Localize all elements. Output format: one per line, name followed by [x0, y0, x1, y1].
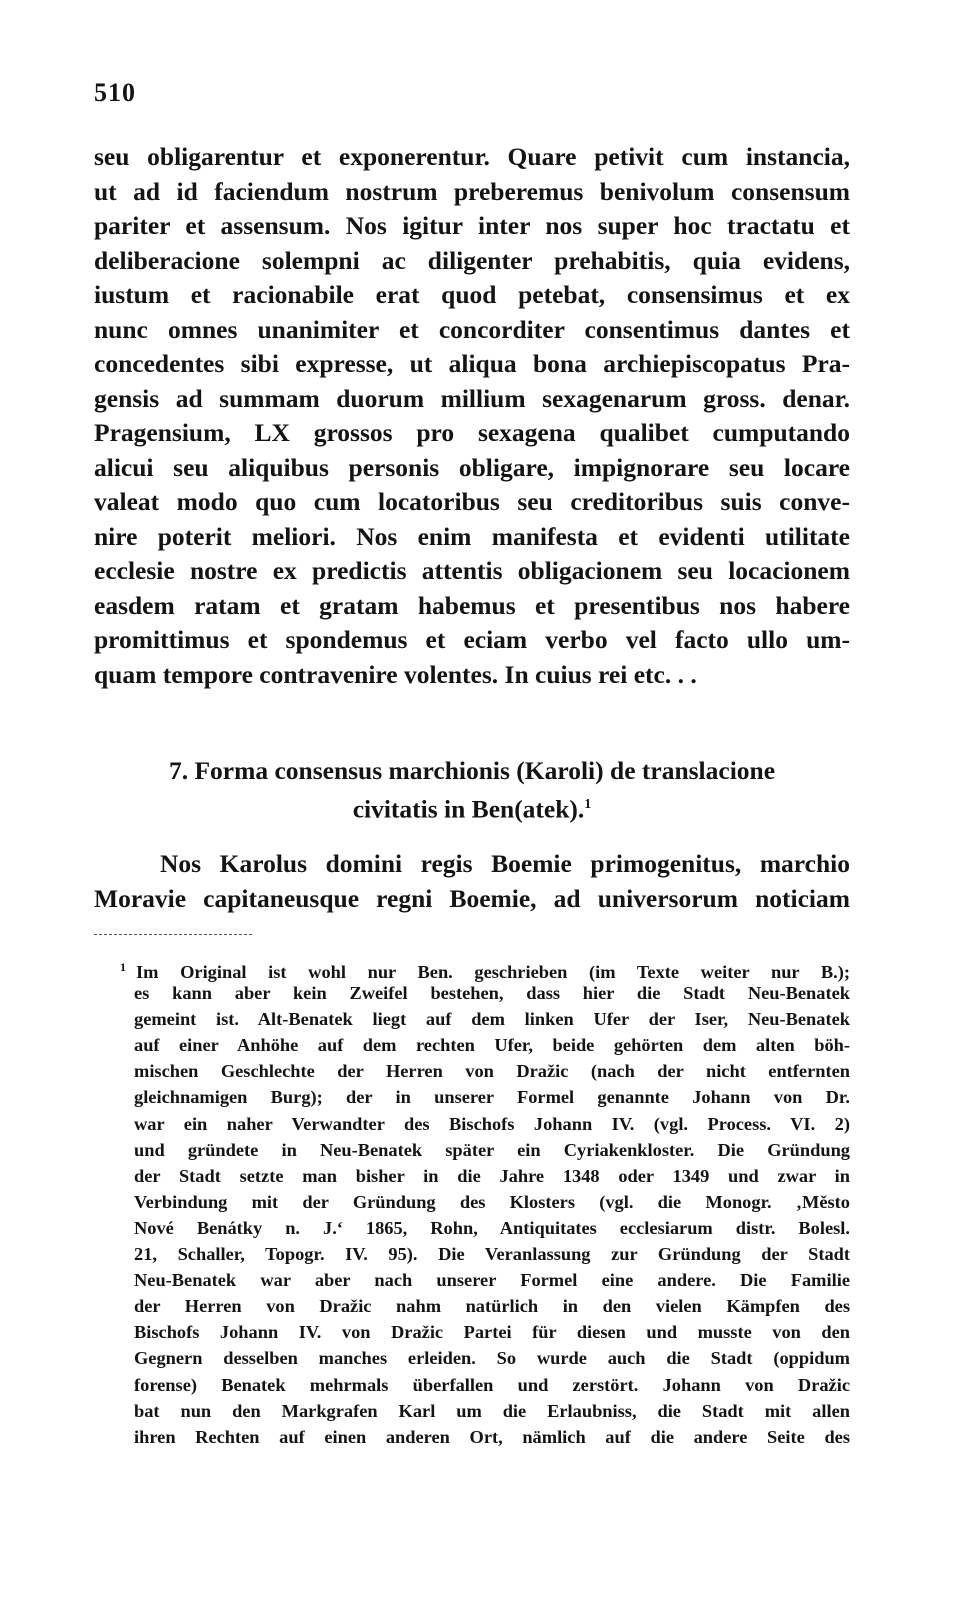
footnote-mark: 1 [120, 960, 126, 974]
text-line: ut ad id faciendum nostrum preberemus benivolum consensum [94, 176, 850, 206]
text-line: promittimus et spondemus et eciam verbo vel facto ullo um- [94, 625, 850, 654]
heading-line-2-text: civitatis in Ben(atek). [352, 794, 585, 824]
text-line: iustum et racionabile erat quod petebat, consensimus et ex [94, 280, 850, 309]
text-line: Pragensium, LX grossos pro sexagena qualibet cumputando [94, 418, 850, 447]
footnote-line: gleichnamigen Burg); der in unserer Formel genannte Johann von Dr. [134, 1087, 850, 1108]
footnote-line: forense) Benatek mehrmals überfallen und zerstört. Johann von Dražic [134, 1374, 850, 1395]
text-line: nunc omnes unanimiter et concorditer consentimus dantes et [94, 314, 850, 344]
footnote-line: der Stadt setzte man bisher in die Jahre 1348 oder 1349 und zwar in [134, 1165, 850, 1186]
charter-text-block [94, 847, 850, 916]
footnote-line [120, 954, 850, 983]
footnote-line: Bischofs Johann IV. von Dražic Partei für diesen und musste von den [134, 1322, 850, 1343]
heading-line-1: 7. Forma consensus marchionis (Karoli) de translacione [168, 756, 776, 785]
footnote-line: es kann aber kein Zweifel bestehen, dass hier die Stadt Neu-Benatek [134, 983, 850, 1004]
footnote-line: Nové Benátky n. J.‘ 1865, Rohn, Antiquitates ecclesiarum distr. Bolesl. [134, 1217, 850, 1238]
text-line: deliberacione solempni ac diligenter prehabitis, quia evidens, [94, 245, 850, 275]
text-line: quam tempore contravenire volentes. In cuius rei etc. . . [94, 659, 697, 689]
footnote-line: war ein naher Verwandter des Bischofs Johann IV. (vgl. Process. VI. 2) [134, 1113, 850, 1134]
footnote-line: bat nun den Markgrafen Karl um die Erlaubniss, die Stadt mit allen [134, 1400, 850, 1421]
text-line: Nos Karolus domini regis Boemie primogenitus, marchio [160, 849, 850, 878]
text-line: nire poterit meliori. Nos enim manifesta et evidenti utilitate [94, 521, 850, 551]
footnote-line-text: Im Original ist wohl nur Ben. geschrieben (im Texte weiter nur B.); [136, 962, 850, 983]
text-line: seu obligarentur et exponerentur. Quare petivit cum instancia, [94, 142, 850, 171]
footnote-reference: 1 [584, 797, 592, 812]
page-number: 510 [94, 78, 136, 107]
text-line: pariter et assensum. Nos igitur inter nos super hoc tractatu et [94, 211, 850, 240]
footnote-line: mischen Geschlechte der Herren von Dražic (nach der nicht entfernten [134, 1061, 850, 1082]
heading-line-2 [94, 788, 850, 827]
footnote-line: auf einer Anhöhe auf dem rechten Ufer, beide gehörten dem alten böh- [134, 1035, 850, 1056]
text-line: ecclesie nostre ex predictis attentis obligacionem seu locacionem [94, 556, 850, 585]
text-line: alicui seu aliquibus personis obligare, impignorare seu locare [94, 452, 850, 482]
footnote-line: der Herren von Dražic nahm natürlich in den vielen Kämpfen des [134, 1296, 850, 1317]
text-line: valeat modo quo cum locatoribus seu creditoribus suis conve- [94, 487, 850, 516]
footnote-line: 21, Schaller, Topogr. IV. 95). Die Veranlassung zur Gründung der Stadt [134, 1244, 850, 1265]
text-line: easdem ratam et gratam habemus et presentibus nos habere [94, 590, 850, 620]
footnote-line: gemeint ist. Alt-Benatek liegt auf dem linken Ufer der Iser, Neu-Benatek [134, 1009, 850, 1030]
footnote-separator [94, 934, 252, 935]
footnote-line: und gründete in Neu-Benatek später ein Cyriakenkloster. Die Gründung [134, 1139, 850, 1160]
text-line: Moravie capitaneusque regni Boemie, ad universorum noticiam [94, 883, 850, 913]
text-line: concedentes sibi expresse, ut aliqua bona archiepiscopatus Pra- [94, 349, 850, 378]
text-line: gensis ad summam duorum millium sexagenarum gross. denar. [94, 383, 850, 413]
footnote-line: Gegnern desselben manches erleiden. So wurde auch die Stadt (oppidum [134, 1348, 850, 1369]
footnote-line: Neu-Benatek war aber nach unserer Formel eine andere. Die Familie [134, 1270, 850, 1291]
main-text-block [94, 140, 850, 692]
footnote-line: ihren Rechten auf einen anderen Ort, nämlich auf die andere Seite des [134, 1426, 850, 1447]
section-heading [94, 754, 850, 827]
footnote-line: Verbindung mit der Gründung des Klosters (vgl. die Monogr. ‚Město [134, 1191, 850, 1212]
footnote-block [120, 954, 850, 1450]
